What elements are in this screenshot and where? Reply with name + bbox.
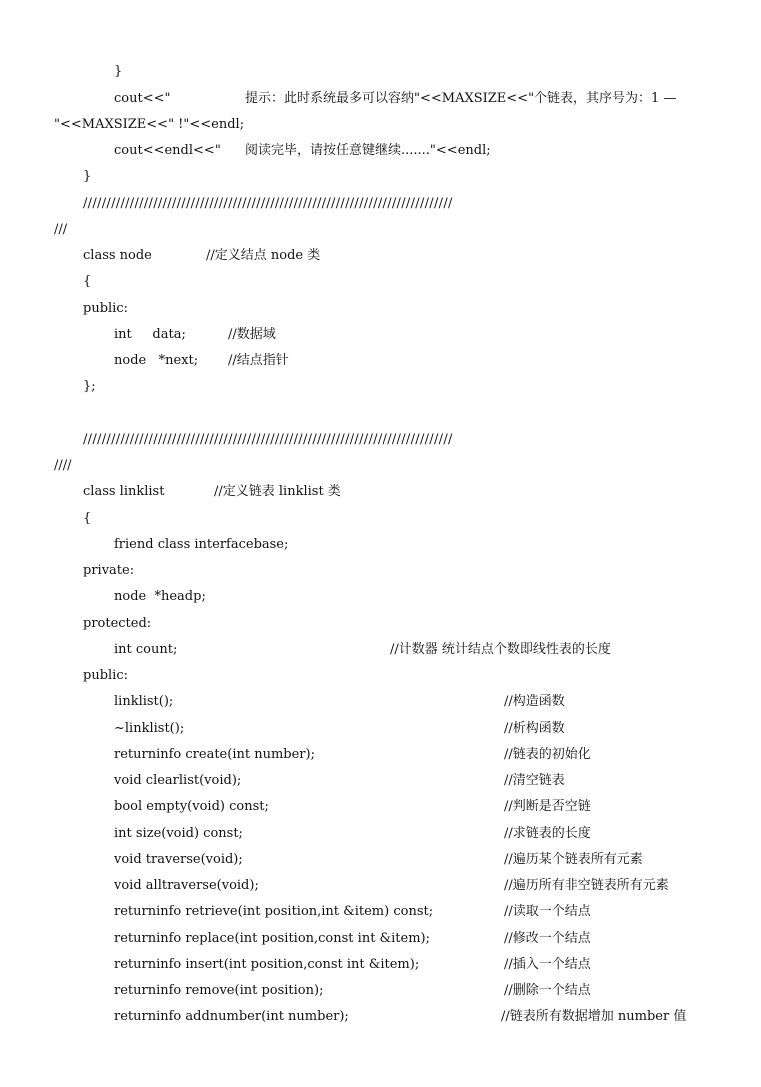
code-line — [0, 482, 341, 502]
code-line — [0, 89, 677, 109]
code-text: private: — [83, 563, 135, 578]
code-text: cout<<endl<<" — [114, 143, 221, 158]
code-text: } — [114, 64, 123, 79]
code-text: friend class interfacebase; — [114, 537, 289, 552]
comment-text: //求链表的长度 — [504, 826, 591, 841]
separator-line — [0, 194, 453, 214]
separator-text: /// — [54, 222, 68, 237]
code-line — [0, 115, 245, 135]
code-line — [0, 246, 321, 266]
code-line — [0, 876, 669, 896]
code-line — [0, 561, 135, 581]
code-line — [0, 325, 276, 345]
code-text: }; — [83, 379, 96, 394]
code-line — [0, 167, 92, 187]
separator-text: /////////////////////////////////////////////////////////////////////////////// — [83, 432, 453, 447]
code-text: returninfo insert(int position,const int &item); — [114, 957, 420, 972]
code-text: bool empty(void) const; — [114, 799, 269, 814]
code-text: void traverse(void); — [114, 852, 243, 867]
code-line — [0, 719, 565, 739]
code-line — [0, 692, 565, 712]
code-text: public: — [83, 301, 128, 316]
code-text: { — [83, 511, 92, 526]
comment-text: //定义链表 linklist 类 — [214, 484, 341, 499]
code-line — [0, 1007, 687, 1027]
code-text: { — [83, 274, 92, 289]
code-text: node *next; — [114, 353, 199, 368]
code-text: returninfo remove(int position); — [114, 983, 324, 998]
code-line — [0, 299, 128, 319]
code-text: returninfo retrieve(int position,int &item) const; — [114, 904, 434, 919]
code-line — [0, 640, 611, 660]
separator-line — [0, 220, 68, 240]
code-text: node *headp; — [114, 589, 206, 604]
separator-text: //// — [54, 458, 72, 473]
comment-text: //计数器 统计结点个数即线性表的长度 — [390, 642, 611, 657]
code-text: linklist(); — [114, 694, 174, 709]
code-line — [0, 797, 591, 817]
code-line — [0, 141, 491, 161]
separator-text: /////////////////////////////////////////////////////////////////////////////// — [83, 196, 453, 211]
code-text: void alltraverse(void); — [114, 878, 259, 893]
code-text: int count; — [114, 642, 178, 657]
string-text: 提示：此时系统最多可以容纳"<<MAXSIZE<<"个链表，其序号为：1 — — [245, 91, 677, 106]
string-text: 阅读完毕，请按任意键继续......."<<endl; — [245, 143, 491, 158]
code-line — [0, 351, 289, 371]
comment-text: //插入一个结点 — [504, 957, 591, 972]
code-text: returninfo addnumber(int number); — [114, 1009, 349, 1024]
code-text: void clearlist(void); — [114, 773, 242, 788]
code-line — [0, 272, 92, 292]
comment-text: //构造函数 — [504, 694, 565, 709]
comment-text: //判断是否空链 — [504, 799, 591, 814]
separator-line — [0, 456, 72, 476]
code-line — [0, 981, 591, 1001]
code-text: int data; — [114, 327, 186, 342]
comment-text: //结点指针 — [228, 353, 289, 368]
comment-text: //定义结点 node 类 — [206, 248, 321, 263]
code-line — [0, 824, 591, 844]
comment-text: //修改一个结点 — [504, 931, 591, 946]
comment-text: //读取一个结点 — [504, 904, 591, 919]
comment-text: //数据域 — [228, 327, 276, 342]
code-line — [0, 377, 96, 397]
code-line — [0, 850, 643, 870]
code-text: "<<MAXSIZE<<" !"<<endl; — [54, 117, 245, 132]
code-text: returninfo create(int number); — [114, 747, 315, 762]
code-line — [0, 535, 289, 555]
code-line — [0, 771, 565, 791]
comment-text: //析构函数 — [504, 721, 565, 736]
code-line — [0, 955, 591, 975]
code-line — [0, 62, 123, 82]
code-line — [0, 929, 591, 949]
code-text: } — [83, 169, 92, 184]
code-line — [0, 614, 152, 634]
code-line — [0, 902, 591, 922]
separator-line — [0, 430, 453, 450]
code-line — [0, 587, 206, 607]
code-text: cout<<" — [114, 91, 171, 106]
code-text: public: — [83, 668, 128, 683]
comment-text: //链表所有数据增加 number 值 — [501, 1009, 687, 1024]
comment-text: //删除一个结点 — [504, 983, 591, 998]
code-text: class node — [83, 248, 152, 263]
comment-text: //遍历某个链表所有元素 — [504, 852, 643, 867]
comment-text: //遍历所有非空链表所有元素 — [504, 878, 669, 893]
code-text: class linklist — [83, 484, 165, 499]
code-line — [0, 509, 92, 529]
code-line — [0, 666, 128, 686]
comment-text: //清空链表 — [504, 773, 565, 788]
code-text: returninfo replace(int position,const int &item); — [114, 931, 430, 946]
code-text: int size(void) const; — [114, 826, 243, 841]
comment-text: //链表的初始化 — [504, 747, 591, 762]
code-line — [0, 745, 591, 765]
code-text: ~linklist(); — [114, 721, 185, 736]
code-text: protected: — [83, 616, 152, 631]
